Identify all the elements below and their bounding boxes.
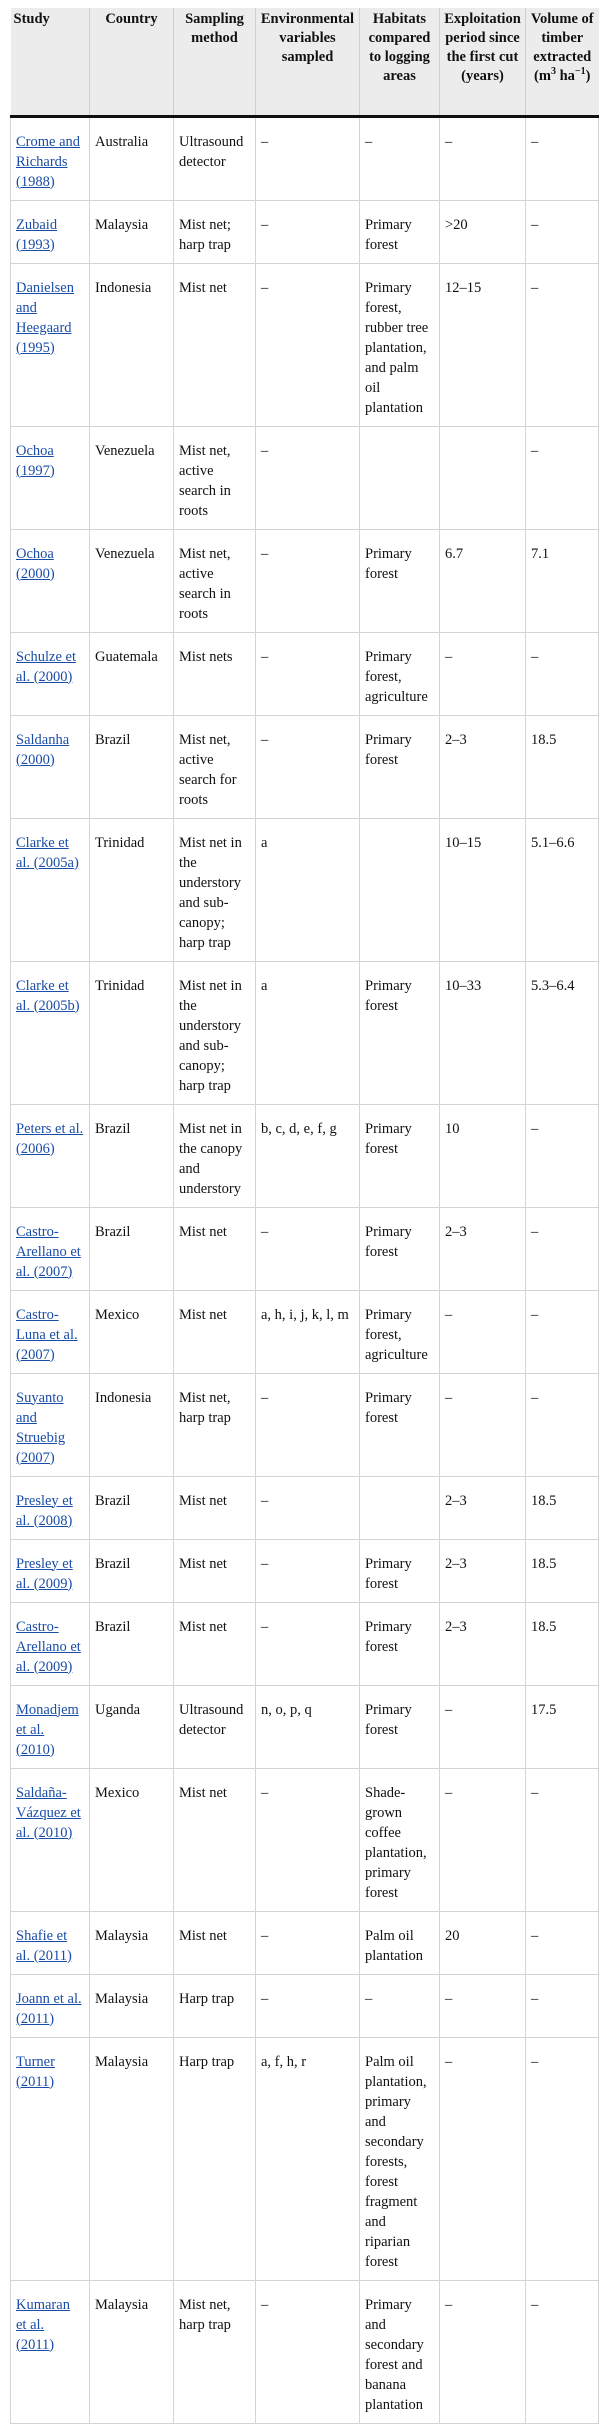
cell-habitats: Primary forest [360,1104,440,1207]
table-body [11,116,599,2423]
cell-country: Australia [90,116,174,200]
cell-sampling-method: Harp trap [174,1974,256,2037]
cell-environmental-variables: – [256,1602,360,1685]
cell-study [11,2037,90,2280]
cell-exploitation-period: – [440,1768,526,1911]
cell-study [11,715,90,818]
cell-country: Brazil [90,1476,174,1539]
cell-volume: 18.5 [526,1476,599,1539]
cell-environmental-variables: – [256,426,360,529]
cell-exploitation-period: 2–3 [440,715,526,818]
cell-habitats: Primary and secondary forest and banana plantation [360,2280,440,2423]
cell-sampling-method: Mist net [174,1207,256,1290]
header-row [11,8,599,116]
study-link[interactable]: Ochoa (1997) [16,442,55,479]
cell-country: Indonesia [90,263,174,426]
table-row [11,263,599,426]
cell-study [11,426,90,529]
cell-exploitation-period: 2–3 [440,1539,526,1602]
cell-exploitation-period: 10–33 [440,961,526,1104]
cell-country: Indonesia [90,1373,174,1476]
cell-volume: – [526,1974,599,2037]
header-study: Study [11,8,90,116]
header-volume-sup1: 3 [550,66,556,78]
cell-volume: – [526,1290,599,1373]
cell-environmental-variables: a [256,818,360,961]
cell-volume: – [526,263,599,426]
study-link[interactable]: Danielsen and Heegaard (1995) [16,279,74,356]
cell-habitats: Primary forest [360,715,440,818]
cell-country: Malaysia [90,2037,174,2280]
cell-habitats: Primary forest [360,1539,440,1602]
cell-study [11,1290,90,1373]
cell-habitats: Primary forest [360,1373,440,1476]
cell-country: Venezuela [90,426,174,529]
cell-country: Brazil [90,1539,174,1602]
cell-country: Trinidad [90,961,174,1104]
study-link[interactable]: Joann et al. (2011) [16,1990,82,2027]
study-link[interactable]: Saldanha (2000) [16,731,70,768]
cell-sampling-method: Mist net in the understory and sub-canopy; harp trap [174,961,256,1104]
header-volume-text: Volume of timber extracted (m [530,11,594,84]
cell-habitats: Primary forest [360,1207,440,1290]
cell-sampling-method: Mist net; harp trap [174,200,256,263]
table-row [11,1602,599,1685]
table-row [11,632,599,715]
cell-country: Brazil [90,1207,174,1290]
cell-sampling-method: Mist net [174,1539,256,1602]
header-volume-end: ) [585,68,591,84]
header-sampling-method: Sampling method [174,8,256,116]
cell-habitats: Primary forest [360,1602,440,1685]
cell-volume: 18.5 [526,1602,599,1685]
table-row [11,1974,599,2037]
cell-environmental-variables: – [256,1207,360,1290]
table-row [11,1207,599,1290]
header-volume-mid: ha [555,68,575,84]
cell-country: Malaysia [90,2280,174,2423]
cell-environmental-variables: a [256,961,360,1104]
study-link[interactable]: Saldaña-Vázquez et al. (2010) [16,1784,81,1841]
cell-study [11,1974,90,2037]
cell-sampling-method: Mist net, harp trap [174,2280,256,2423]
cell-sampling-method: Mist net [174,263,256,426]
header-environmental-variables: Environmental variables sampled [256,8,360,116]
table-row [11,1476,599,1539]
cell-country: Brazil [90,1602,174,1685]
cell-environmental-variables: – [256,1974,360,2037]
study-link[interactable]: Castro-Arellano et al. (2009) [16,1618,81,1675]
cell-volume: 5.3–6.4 [526,961,599,1104]
cell-study [11,1207,90,1290]
cell-volume: – [526,1373,599,1476]
cell-country: Uganda [90,1685,174,1768]
cell-country: Malaysia [90,1974,174,2037]
study-link[interactable]: Monadjem et al. (2010) [16,1701,79,1758]
cell-sampling-method: Ultrasound detector [174,1685,256,1768]
cell-environmental-variables: – [256,1476,360,1539]
cell-sampling-method: Harp trap [174,2037,256,2280]
cell-volume: – [526,1911,599,1974]
study-link[interactable]: Schulze et al. (2000) [16,648,76,685]
cell-exploitation-period: 10 [440,1104,526,1207]
table-row [11,1911,599,1974]
cell-sampling-method: Mist net in the canopy and understory [174,1104,256,1207]
cell-sampling-method: Mist nets [174,632,256,715]
study-link[interactable]: Presley et al. (2008) [16,1492,73,1529]
cell-volume: 7.1 [526,529,599,632]
cell-country: Brazil [90,1104,174,1207]
cell-study [11,1911,90,1974]
cell-study [11,961,90,1104]
cell-study [11,1373,90,1476]
cell-environmental-variables: b, c, d, e, f, g [256,1104,360,1207]
cell-environmental-variables: – [256,529,360,632]
cell-habitats: Shade-grown coffee plantation, primary forest [360,1768,440,1911]
cell-volume: – [526,1768,599,1911]
table-row [11,426,599,529]
cell-sampling-method: Mist net, harp trap [174,1373,256,1476]
cell-study [11,632,90,715]
cell-exploitation-period: 20 [440,1911,526,1974]
cell-exploitation-period [440,426,526,529]
cell-environmental-variables: – [256,116,360,200]
cell-environmental-variables: – [256,200,360,263]
header-volume-sup2: −1 [574,66,586,78]
cell-volume: – [526,200,599,263]
cell-study [11,263,90,426]
cell-volume: – [526,426,599,529]
table-row [11,1685,599,1768]
header-volume [526,8,599,116]
cell-study [11,1602,90,1685]
table-row [11,1373,599,1476]
study-link[interactable]: Castro-Luna et al. (2007) [16,1306,78,1363]
cell-habitats: Palm oil plantation [360,1911,440,1974]
cell-environmental-variables: a, f, h, r [256,2037,360,2280]
cell-exploitation-period: – [440,1373,526,1476]
table-header [11,8,599,116]
cell-habitats: Palm oil plantation, primary and secondary forests, forest fragment and riparian forest [360,2037,440,2280]
cell-exploitation-period: – [440,2280,526,2423]
cell-environmental-variables: a, h, i, j, k, l, m [256,1290,360,1373]
cell-exploitation-period: – [440,1974,526,2037]
cell-exploitation-period: – [440,2037,526,2280]
cell-environmental-variables: – [256,2280,360,2423]
study-link[interactable]: Castro-Arellano et al. (2007) [16,1223,81,1280]
cell-habitats: Primary forest [360,1685,440,1768]
cell-environmental-variables: n, o, p, q [256,1685,360,1768]
cell-habitats: Primary forest, rubber tree plantation, and palm oil plantation [360,263,440,426]
cell-country: Trinidad [90,818,174,961]
table-row [11,1104,599,1207]
cell-exploitation-period: 12–15 [440,263,526,426]
cell-exploitation-period: 10–15 [440,818,526,961]
study-link[interactable]: Turner (2011) [16,2053,55,2090]
cell-volume: 18.5 [526,1539,599,1602]
header-exploitation-period: Exploitation period since the first cut (years) [440,8,526,116]
cell-sampling-method: Mist net [174,1602,256,1685]
cell-sampling-method: Mist net, active search in roots [174,529,256,632]
cell-exploitation-period: – [440,1290,526,1373]
cell-volume: – [526,632,599,715]
cell-study [11,1104,90,1207]
cell-country: Guatemala [90,632,174,715]
cell-sampling-method: Mist net [174,1768,256,1911]
study-link[interactable]: Ochoa (2000) [16,545,55,582]
cell-study [11,1768,90,1911]
cell-study [11,529,90,632]
table-row [11,529,599,632]
cell-habitats: Primary forest [360,200,440,263]
cell-sampling-method: Mist net in the understory and sub-canopy; harp trap [174,818,256,961]
study-link[interactable]: Kumaran et al. (2011) [16,2296,70,2353]
table-row [11,1290,599,1373]
cell-study [11,1685,90,1768]
cell-study [11,200,90,263]
cell-environmental-variables: – [256,1373,360,1476]
studies-table [10,8,599,2424]
cell-habitats: Primary forest, agriculture [360,632,440,715]
study-link[interactable]: Presley et al. (2009) [16,1555,73,1592]
table-row [11,1539,599,1602]
table-row [11,116,599,200]
cell-habitats: Primary forest [360,529,440,632]
cell-exploitation-period: 6.7 [440,529,526,632]
cell-volume: – [526,116,599,200]
cell-habitats: Primary forest, agriculture [360,1290,440,1373]
cell-study [11,818,90,961]
cell-study [11,1539,90,1602]
study-link[interactable]: Suyanto and Struebig (2007) [16,1389,66,1466]
cell-habitats [360,818,440,961]
table-row [11,818,599,961]
cell-environmental-variables: – [256,632,360,715]
cell-habitats: – [360,1974,440,2037]
table-row [11,2037,599,2280]
study-link[interactable]: Crome and Richards (1988) [16,133,81,190]
cell-sampling-method: Mist net [174,1476,256,1539]
cell-environmental-variables: – [256,263,360,426]
cell-volume: – [526,2280,599,2423]
cell-study [11,116,90,200]
cell-exploitation-period: – [440,632,526,715]
study-link[interactable]: Clarke et al. (2005b) [16,977,80,1014]
study-link[interactable]: Shafie et al. (2011) [16,1927,72,1964]
cell-habitats: – [360,116,440,200]
table-row [11,1768,599,1911]
cell-environmental-variables: – [256,1768,360,1911]
table-row [11,200,599,263]
cell-environmental-variables: – [256,1539,360,1602]
cell-exploitation-period: >20 [440,200,526,263]
study-link[interactable]: Peters et al. (2006) [16,1120,84,1157]
cell-exploitation-period: 2–3 [440,1602,526,1685]
cell-exploitation-period: – [440,1685,526,1768]
study-link[interactable]: Zubaid (1993) [16,216,58,253]
cell-volume: 17.5 [526,1685,599,1768]
cell-exploitation-period: 2–3 [440,1476,526,1539]
cell-country: Venezuela [90,529,174,632]
cell-volume: – [526,1207,599,1290]
cell-exploitation-period: 2–3 [440,1207,526,1290]
cell-habitats [360,1476,440,1539]
cell-study [11,1476,90,1539]
cell-exploitation-period: – [440,116,526,200]
table-row [11,2280,599,2423]
header-habitats: Habitats compared to logging areas [360,8,440,116]
header-country: Country [90,8,174,116]
cell-volume: 18.5 [526,715,599,818]
cell-environmental-variables: – [256,715,360,818]
cell-habitats: Primary forest [360,961,440,1104]
cell-country: Malaysia [90,200,174,263]
cell-volume: – [526,1104,599,1207]
cell-habitats [360,426,440,529]
cell-country: Brazil [90,715,174,818]
study-link[interactable]: Clarke et al. (2005a) [16,834,79,871]
cell-volume: – [526,2037,599,2280]
cell-country: Mexico [90,1290,174,1373]
cell-environmental-variables: – [256,1911,360,1974]
cell-sampling-method: Mist net [174,1290,256,1373]
cell-volume: 5.1–6.6 [526,818,599,961]
cell-sampling-method: Mist net, active search for roots [174,715,256,818]
cell-sampling-method: Mist net, active search in roots [174,426,256,529]
cell-study [11,2280,90,2423]
table-row [11,715,599,818]
cell-country: Mexico [90,1768,174,1911]
table-row [11,961,599,1104]
cell-country: Malaysia [90,1911,174,1974]
cell-sampling-method: Ultrasound detector [174,116,256,200]
cell-sampling-method: Mist net [174,1911,256,1974]
